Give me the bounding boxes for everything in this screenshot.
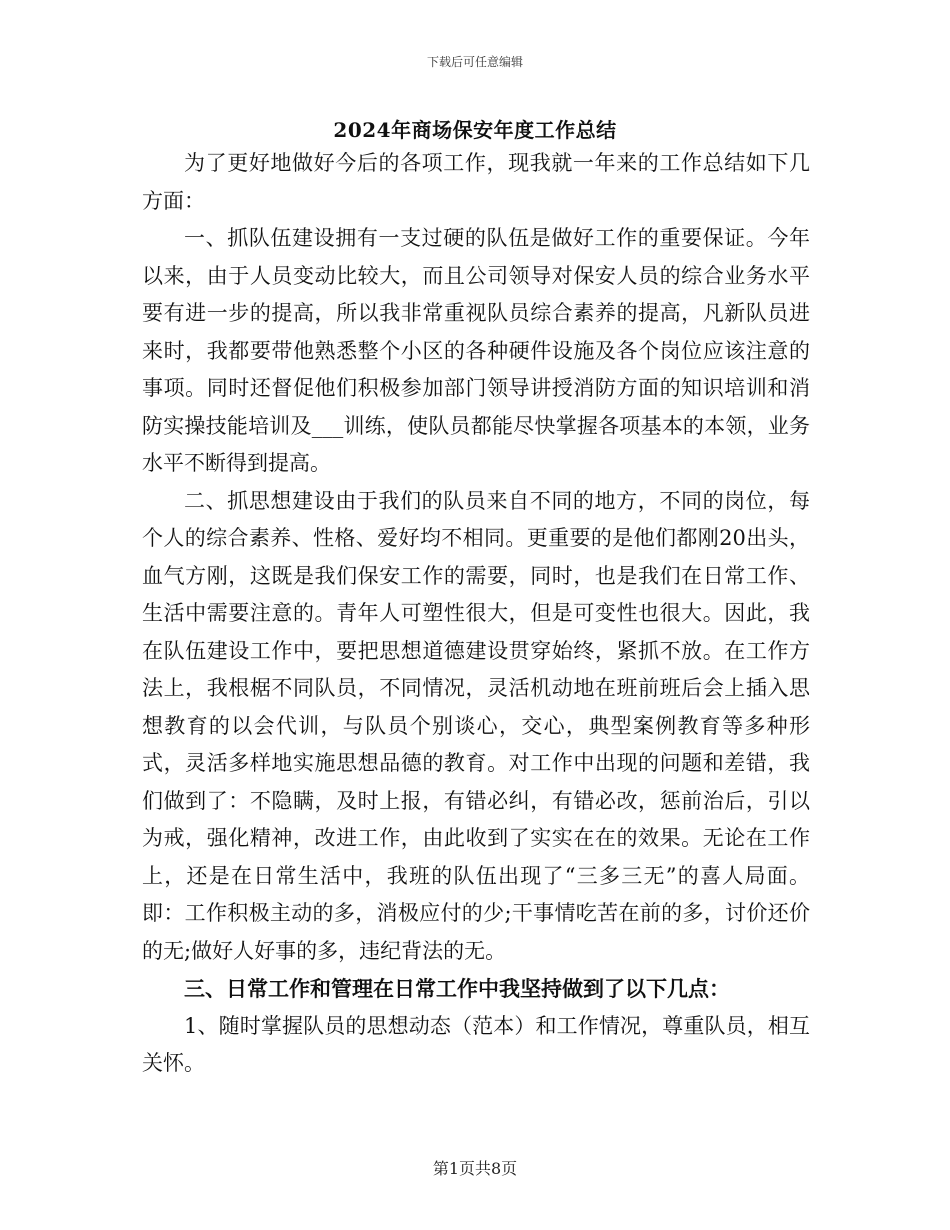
paragraph-team-building: 一、抓队伍建设拥有一支过硬的队伍是做好工作的重要保证。今年以来，由于人员变动比较大，而且公司领导对保安人员的综合业务水平要有进一步的提高，所以我非常重视队员综合素养的提高，凡新队员进来时，我都要带他熟悉整个小区的各种硬件设施及各个岗位应该注意的事项。同时还督促他们积极参加部门领导讲授消防方面的知识培训和消防实操技能培训及___训练，使队员都能尽快掌握各项基本的本领，业务水平不断得到提高。 (142, 226, 810, 475)
section-heading-daily-work: 三、日常工作和管理在日常工作中我坚持做到了以下几点： (184, 976, 730, 1001)
paragraph-ideology: 二、抓思想建设由于我们的队员来自不同的地方，不同的岗位，每个人的综合素养、性格、爱好均不相同。更重要的是他们都刚20出头，血气方刚，这既是我们保安工作的需要，同时，也是我们在日常工作、生活中需要注意的。青年人可塑性很大，但是可变性也很大。因此，我在队伍建设工作中，要把思想道德建设贯穿始终，紧抓不放。在工作方法上，我根椐不同队员，不同情况，灵活机动地在班前班后会上插入思想教育的以会代训，与队员个别谈心，交心，典型案例教育等多种形式，灵活多样地实施思想品德的教育。对工作中出现的问题和差错，我们做到了：不隐瞒，及时上报，有错必纠，有错必改，惩前治后，引以为戒，强化精神，改进工作，由此收到了实实在在的效果。无论在工作上，还是在日常生活中，我班的队伍出现了“三多三无”的喜人局面。即：工作积极主动的多，消极应付的少;干事情吃苦在前的多，讨价还价的无;做好人好事的多，违纪背法的无。 (142, 488, 810, 963)
paragraph-intro: 为了更好地做好今后的各项工作，现我就一年来的工作总结如下几方面： (142, 151, 810, 213)
document-body (142, 145, 810, 1083)
page-number: 第1页共8页 (432, 1159, 518, 1178)
header-note: 下载后可任意编辑 (426, 55, 523, 69)
paragraph-item-1: 1、随时掌握队员的思想动态（范本）和工作情况，尊重队员，相互关怀。 (142, 1013, 810, 1075)
document-title: 2024年商场保安年度工作总结 (333, 118, 617, 142)
